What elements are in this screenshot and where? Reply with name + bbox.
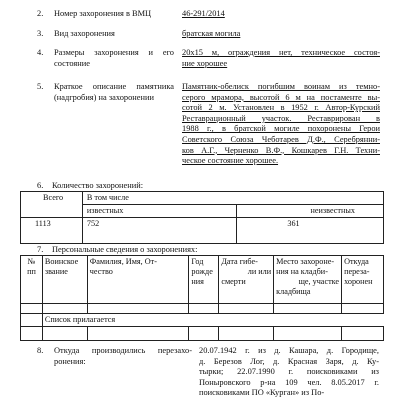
- burial-count-table: [20, 191, 384, 244]
- item-5-label-line: Краткое описание памятника: [54, 82, 174, 91]
- item-3-value: братская могила: [182, 29, 241, 38]
- item-8-label-line: Откуда производились перезахо-: [54, 346, 192, 355]
- item-4-label-line: Размеры захоронения и его: [54, 48, 174, 57]
- item-2-value: 46-291/2014: [182, 9, 225, 18]
- item-5-value: [182, 82, 380, 167]
- item-4-value-line: 20х15 м, ограждения нет, техническое состоя-: [182, 48, 380, 57]
- item-8-value-line: тырки; 22.07.1990 г. поисковиками из: [199, 367, 379, 377]
- col-header-birth-year: Год рожде ния: [189, 256, 219, 304]
- item-8-value-line: д. Березов Лог, д. Красная Заря, д. Ку-: [199, 356, 379, 366]
- count-unknown: 361: [237, 218, 384, 244]
- item-2-label: Номер захоронения в ВМЦ: [54, 9, 152, 18]
- item-8-value-line: Поныровского р-на 109 чел. 8.05.2017 г.: [199, 377, 379, 387]
- col-header-name: Фамилия, Имя, От- чество: [87, 256, 189, 304]
- empty-cell: [342, 327, 384, 341]
- item-5-value-line: Советского Союза Чеботарев Д.Ф., Серебрянни-: [182, 134, 380, 144]
- empty-cell: [189, 304, 219, 314]
- empty-cell: [42, 304, 87, 314]
- item-2-number: 2.: [37, 9, 44, 18]
- item-8-value: [199, 346, 379, 399]
- item-6-label: Количество захоронений:: [52, 181, 144, 190]
- item-5-value-line: сотой 2 м. Установлен в 1952 г. Автор-Курский: [182, 103, 380, 113]
- empty-cell: [21, 327, 43, 341]
- empty-cell: [21, 304, 43, 314]
- empty-cell: [342, 304, 384, 314]
- item-5-value-line: Памятник-обелиск погибшим воинам из темно-: [182, 82, 380, 91]
- personal-info-table: [20, 255, 384, 341]
- item-8-value-line: поисковиками ПО «Курган» из По-: [199, 388, 325, 398]
- header-known: известных: [82, 205, 236, 218]
- empty-cell: [274, 327, 342, 341]
- empty-cell: [219, 304, 274, 314]
- empty-cell: [189, 327, 219, 341]
- col-header-burial-place: Место захороне- ния на кладби- ще, участке кладбища: [274, 256, 342, 304]
- item-8-label: [54, 346, 192, 367]
- empty-cell: [87, 304, 189, 314]
- col-header-rank: Воинское звание: [42, 256, 87, 304]
- item-5-value-line: Реставрационный участок. Реставрирован в: [182, 113, 380, 123]
- item-5-value-line: серого мрамора, высотой 6 м на постаменте вы-: [182, 92, 380, 102]
- col-header-number: № пп: [21, 256, 43, 304]
- item-5-value-line: ческое состояние хорошее.: [182, 156, 279, 166]
- item-5-value-line: ков А.Г., Черненко В.Ф., Кошкарев Г.Н. Техни-: [182, 145, 380, 155]
- item-7-number: 7.: [37, 245, 44, 254]
- item-4-value-line: ние хорошее: [182, 58, 228, 68]
- list-attached-note: Список прилагается: [42, 314, 383, 327]
- item-5-number: 5.: [37, 82, 44, 91]
- empty-cell: [87, 327, 189, 341]
- empty-cell: [219, 327, 274, 341]
- header-total: Всего: [21, 192, 83, 218]
- col-header-reburied-from: Откуда переза- хоронен: [342, 256, 384, 304]
- item-4-label-line: состояние: [54, 58, 90, 68]
- empty-cell: [274, 304, 342, 314]
- item-4-number: 4.: [37, 48, 44, 57]
- count-total: 1113: [21, 218, 83, 244]
- item-8-number: 8.: [37, 346, 44, 355]
- col-header-death-date: Дата гибе- ли или смерти: [219, 256, 274, 304]
- item-3-label: Вид захоронения: [54, 29, 115, 38]
- item-4-value: [182, 48, 380, 69]
- item-4-label: [54, 48, 174, 69]
- count-known: 752: [82, 218, 236, 244]
- item-5-label-line: (надгробия) на захоронении: [54, 92, 154, 102]
- item-8-value-line: 20.07.1942 г. из д. Кашара, д. Городище,: [199, 346, 379, 355]
- empty-cell: [21, 314, 43, 327]
- item-5-value-line: 1988 г., в братской могиле похоронены Герои: [182, 124, 380, 134]
- header-including: В том числе: [82, 192, 383, 205]
- item-3-number: 3.: [37, 29, 44, 38]
- item-7-label: Персональные сведения о захоронениях:: [52, 245, 198, 254]
- item-5-label: [54, 82, 174, 103]
- item-8-label-line: ронения:: [54, 356, 86, 366]
- header-unknown: неизвестных: [237, 205, 384, 218]
- empty-cell: [42, 327, 87, 341]
- item-6-number: 6.: [37, 181, 44, 190]
